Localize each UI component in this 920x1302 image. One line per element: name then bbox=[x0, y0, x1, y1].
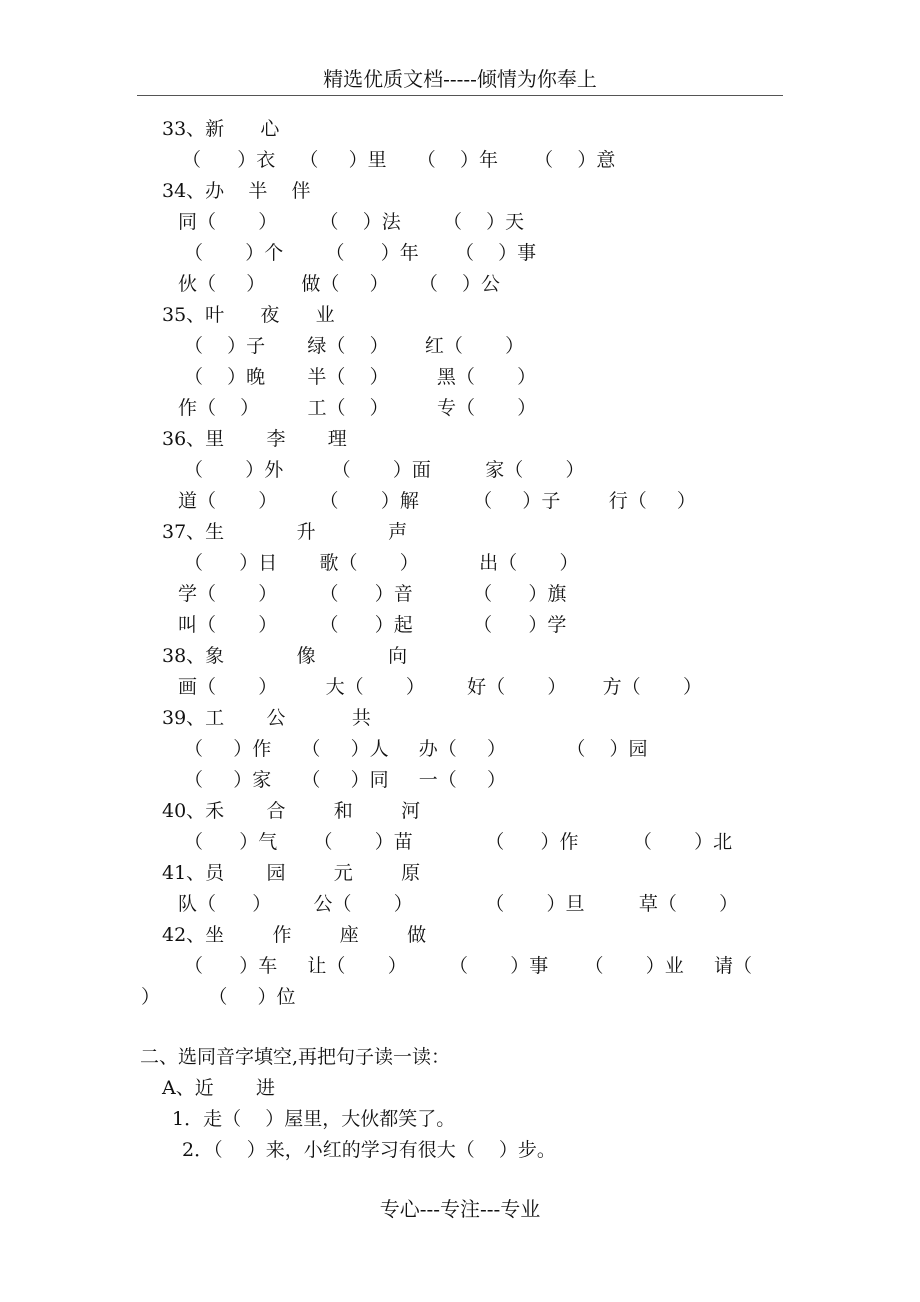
section-2-heading: 二、选同音字填空,再把句子读一读： bbox=[140, 1046, 451, 1068]
item-37-blanks-row-2: 学（ ） （ ）音 （ ）旗 bbox=[178, 583, 567, 605]
item-37-blanks-row-3: 叫（ ） （ ）起 （ ）学 bbox=[178, 614, 567, 636]
item-34-heading: 34、办 半 伴 bbox=[162, 180, 311, 202]
item-37-blanks-row-1: （ ）日 歌（ ） 出（ ） bbox=[184, 552, 579, 574]
item-42-heading: 42、坐 作 座 做 bbox=[162, 924, 427, 946]
item-41-heading: 41、员 园 元 原 bbox=[162, 862, 421, 884]
item-34-blanks-row-3: 伙（ ） 做（ ） （ ）公 bbox=[178, 273, 500, 295]
item-33-heading: 33、新 心 bbox=[162, 118, 280, 140]
item-34-blanks-row-1: 同（ ） （ ）法 （ ）天 bbox=[178, 211, 525, 233]
item-35-blanks-row-1: （ ）子 绿（ ） 红（ ） bbox=[184, 335, 525, 357]
item-38-blanks: 画（ ） 大（ ） 好（ ） 方（ ） bbox=[178, 676, 702, 698]
item-39-heading: 39、工 公 共 bbox=[162, 707, 371, 729]
item-36-heading: 36、里 李 理 bbox=[162, 428, 347, 450]
item-35-blanks-row-3: 作（ ） 工（ ） 专（ ） bbox=[178, 397, 537, 419]
item-40-blanks: （ ）气 （ ）苗 （ ）作 （ ）北 bbox=[184, 831, 733, 853]
item-39-blanks-row-1: （ ）作 （ ）人 办（ ） （ ）园 bbox=[184, 738, 648, 760]
item-34-blanks-row-2: （ ）个 （ ）年 （ ）事 bbox=[184, 242, 537, 264]
header-divider bbox=[137, 95, 783, 96]
footer-title: 专心---专注---专业 bbox=[379, 1197, 541, 1221]
group-a-heading: A、近 进 bbox=[162, 1077, 275, 1099]
item-36-blanks-row-1: （ ）外 （ ）面 家（ ） bbox=[184, 459, 585, 481]
item-40-heading: 40、禾 合 和 河 bbox=[162, 800, 421, 822]
item-36-blanks-row-2: 道（ ） （ ）解 （ ）子 行（ ） bbox=[178, 490, 696, 512]
item-35-heading: 35、叶 夜 业 bbox=[162, 304, 335, 326]
header-title: 精选优质文档-----倾情为你奉上 bbox=[323, 67, 597, 91]
sentence-1: 1．走（ ）屋里，大伙都笑了。 bbox=[172, 1108, 456, 1130]
item-41-blanks: 队（ ） 公（ ） （ ）旦 草（ ） bbox=[178, 893, 739, 915]
item-35-blanks-row-2: （ ）晚 半（ ） 黑（ ） bbox=[184, 366, 537, 388]
item-33-blanks: （ ）衣 （ ）里 （ ）年 （ ）意 bbox=[182, 149, 616, 171]
sentence-2: 2．（ ）来，小红的学习有很大（ ）步。 bbox=[182, 1139, 556, 1161]
item-37-heading: 37、生 升 声 bbox=[162, 521, 408, 543]
item-42-blanks-row-2: ） （ ）位 bbox=[141, 986, 296, 1008]
item-39-blanks-row-2: （ ）家 （ ）同 一（ ） bbox=[184, 769, 506, 791]
item-42-blanks-row-1: （ ）车 让（ ） （ ）事 （ ）业 请（ bbox=[184, 955, 752, 977]
item-38-heading: 38、象 像 向 bbox=[162, 645, 408, 667]
